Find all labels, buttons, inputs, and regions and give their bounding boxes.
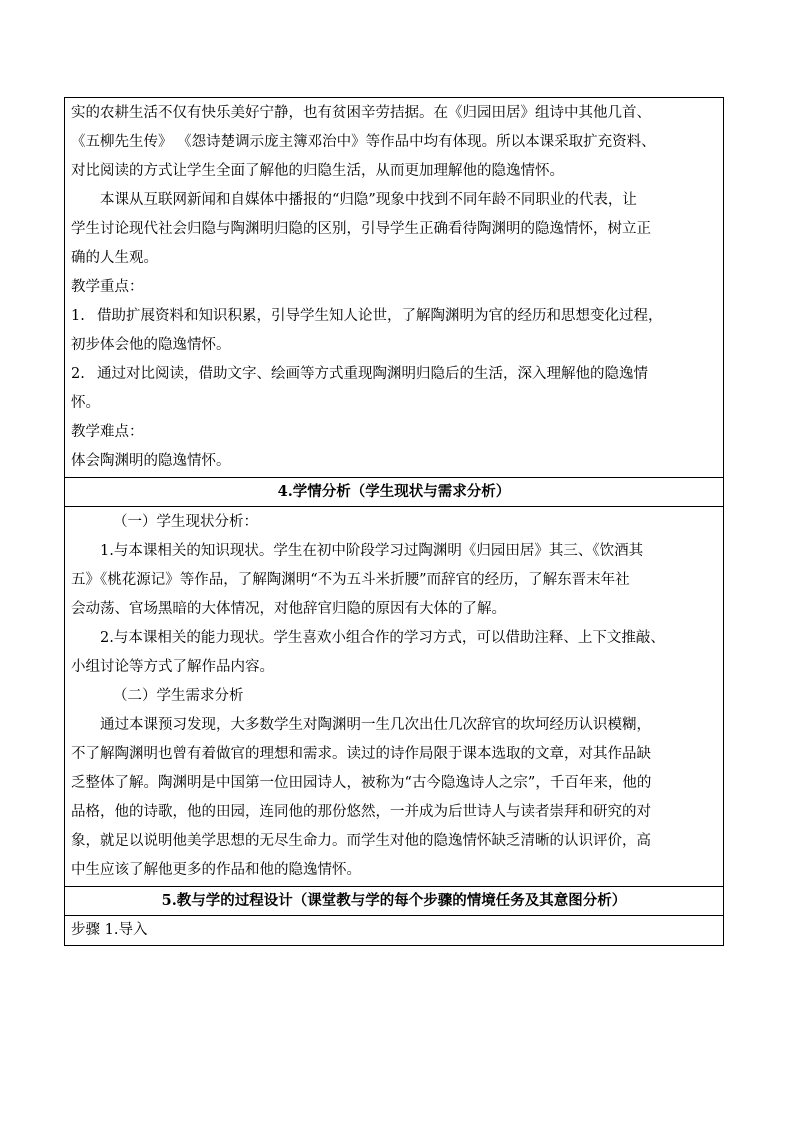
teaching-difficulty-title: 教学难点：	[71, 424, 144, 440]
step-1-label: 步骤 1.导入	[71, 922, 148, 938]
text-line: 不了解陶渊明也曾有着做官的理想和需求。读过的诗作局限于课本选取的文章，对其作品缺	[71, 746, 651, 762]
section-3-row	[65, 98, 724, 478]
lesson-plan-table	[64, 97, 724, 946]
section-5-header: 5.教与学的过程设计（课堂教与学的每个步骤的情境任务及其意图分析）	[65, 887, 724, 916]
text-line: 对比阅读的方式让学生全面了解他的归隐生活，从而更加理解他的隐逸情怀。	[71, 163, 564, 179]
text-line: 《五柳先生传》 《怨诗楚调示庞主簿邓治中》等作品中均有体现。所以本课采取扩充资料、	[71, 134, 656, 150]
section-5-header-row	[65, 887, 724, 916]
text-line: 品格，他的诗歌，他的田园，连同他的那份悠然，一并成为后世诗人与读者崇拜和研究的对	[71, 804, 651, 820]
section-5-cell	[65, 916, 724, 946]
paragraph-2	[71, 186, 717, 273]
document-page	[64, 97, 724, 946]
section-4-row	[65, 507, 724, 887]
text-line: 本课从互联网新闻和自媒体中播报的“归隐”现象中找到不同年龄不同职业的代表，让	[100, 192, 637, 208]
text-line: 象，就足以说明他美学思想的无尽生命力。而学生对他的隐逸情怀缺乏清晰的认识评价，高	[71, 833, 651, 849]
section-4-header: 4.学情分析（学生现状与需求分析）	[65, 478, 724, 507]
focus-item-1	[71, 302, 717, 360]
subheading-student-needs: （二）学生需求分析	[113, 688, 244, 704]
text-line: 乏整体了解。陶渊明是中国第一位田园诗人，被称为“古今隐逸诗人之宗”，千百年来，他的	[71, 775, 652, 791]
text-line: 确的人生观。	[71, 250, 158, 266]
text-line: 1.与本课相关的知识现状。学生在初中阶段学习过陶渊明《归园田居》其三、《饮酒其	[100, 543, 644, 559]
section-4-cell	[65, 507, 724, 887]
item-number: 2.	[71, 366, 85, 382]
paragraph-1	[71, 99, 717, 186]
text-line: 会动荡、官场黑暗的大体情况，对他辞官归隐的原因有大体的了解。	[71, 601, 506, 617]
text-line: 2.与本课相关的能力现状。学生喜欢小组合作的学习方式，可以借助注释、上下文推敲、	[100, 630, 665, 646]
item-number: 1.	[71, 308, 85, 324]
teaching-focus-title: 教学重点：	[71, 279, 144, 295]
text-line: 怀。	[71, 395, 100, 411]
text-line: 初步体会他的隐逸情怀。	[71, 337, 231, 353]
teaching-difficulty-text: 体会陶渊明的隐逸情怀。	[71, 453, 231, 469]
section-4-header-row	[65, 478, 724, 507]
section-5-row	[65, 916, 724, 946]
status-item-2	[71, 624, 717, 682]
subheading-student-status: （一）学生现状分析：	[113, 514, 258, 530]
status-item-1	[71, 537, 717, 624]
text-line: 实的农耕生活不仅有快乐美好宁静，也有贫困辛劳拮据。在《归园田居》组诗中其他几首、	[71, 105, 651, 121]
item-text: 借助扩展资料和知识积累，引导学生知人论世，了解陶渊明为官的经历和思想变化过程，	[97, 308, 663, 324]
text-line: 中生应该了解他更多的作品和他的隐逸情怀。	[71, 862, 361, 878]
text-line: 学生讨论现代社会归隐与陶渊明归隐的区别，引导学生正确看待陶渊明的隐逸情怀，树立正	[71, 221, 651, 237]
section-3-cell	[65, 98, 724, 478]
text-line: 五》《桃花源记》等作品，了解陶渊明“不为五斗米折腰”而辞官的经历，了解东晋末年社	[71, 572, 630, 588]
text-line: 小组讨论等方式了解作品内容。	[71, 659, 274, 675]
focus-item-2	[71, 360, 717, 418]
needs-paragraph	[71, 711, 717, 885]
item-text: 通过对比阅读，借助文字、绘画等方式重现陶渊明归隐后的生活，深入理解他的隐逸情	[97, 366, 648, 382]
text-line: 通过本课预习发现，大多数学生对陶渊明一生几次出仕几次辞官的坎坷经历认识模糊，	[100, 717, 651, 733]
